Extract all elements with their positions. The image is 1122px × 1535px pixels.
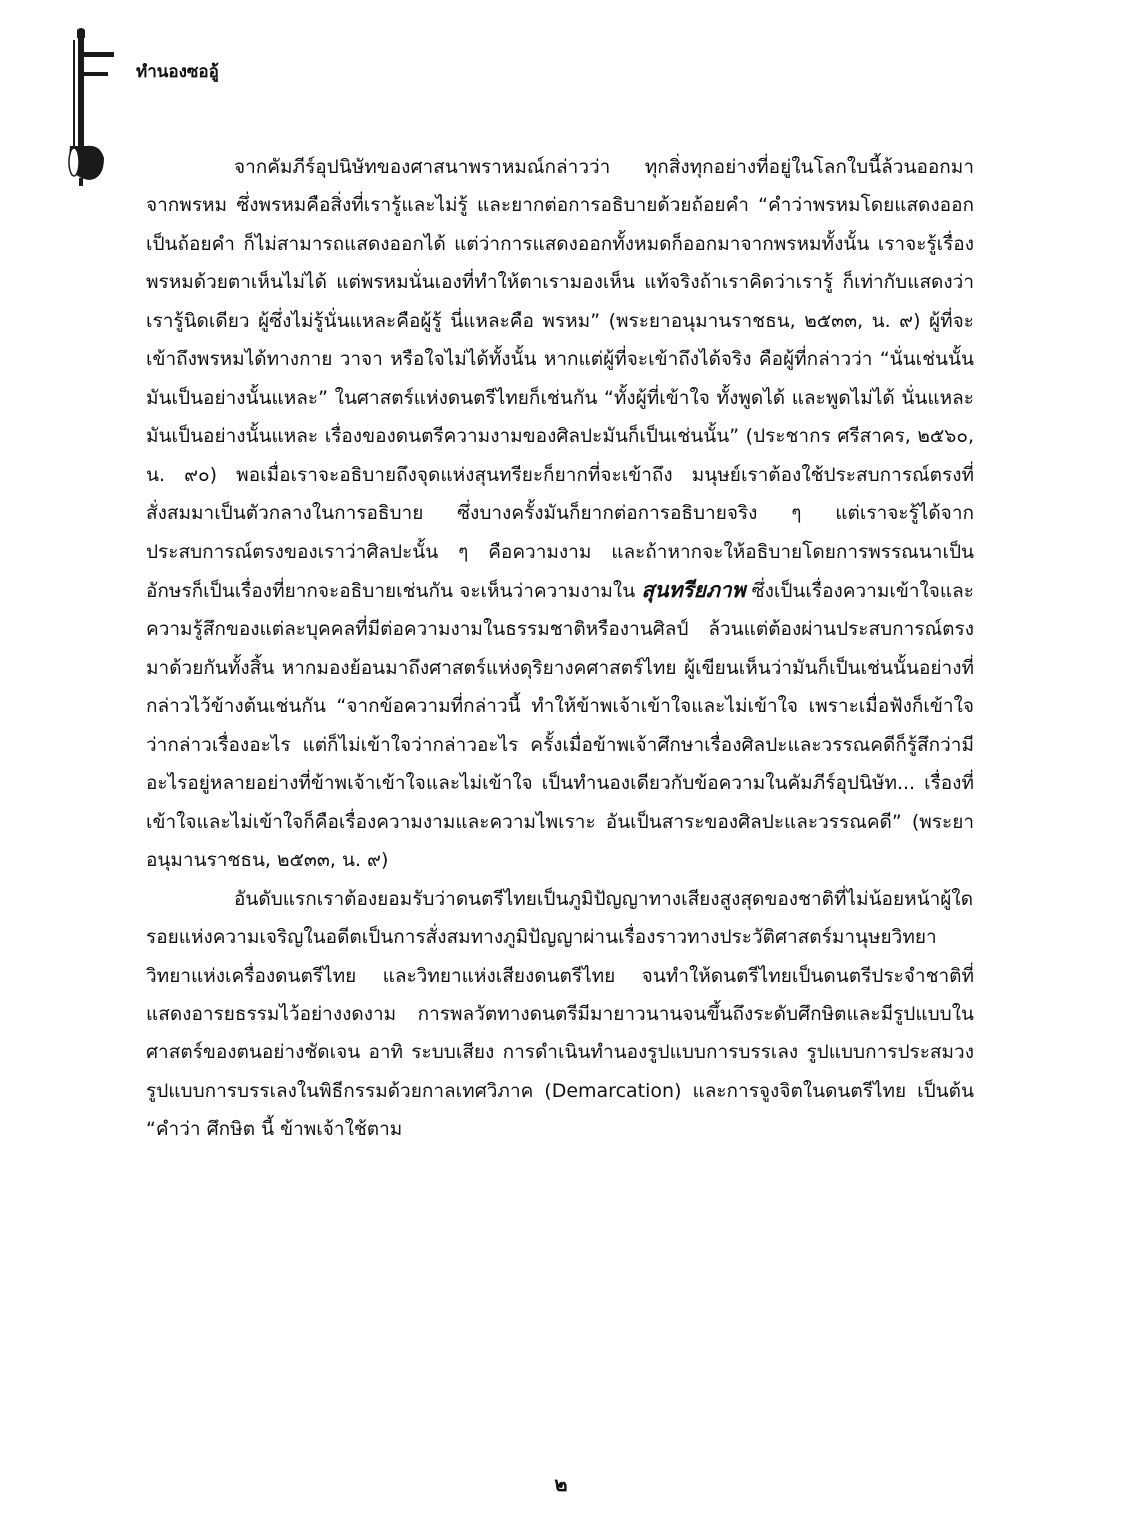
paragraph [146, 148, 974, 880]
saw-u-fiddle-icon [60, 28, 120, 188]
paragraph-text: ซึ่งเป็นเรื่องความเข้าใจและความรู้สึกของแต่ละบุคคลที่มีต่อความงามในธรรมชาติหรืองานศิลป์ ล้วนแต่ต้องผ่านประสบการณ์ตรงมาด้วยกันทั้งสิ้น หากมองย้อนมาถึงศาสตร์แห่งดุริยางคศาสตร์ไทย ผู้เขียนเห็นว่ามันก็เป็นเช่นนั้นอย่างที่กล่าวไว้ข้างต้นเช่นกัน “จากข้อความที่กล่าวนี้ ทำให้ข้าพเจ้าเข้าใจและไม่เข้าใจ เพราะเมื่อฟังก็เข้าใจว่ากล่าวเรื่องอะไร แต่ก็ไม่เข้าใจว่ากล่าวอะไร ครั้งเมื่อข้าพเจ้าศึกษาเรื่องศิลปะและวรรณคดีก็รู้สึกว่ามีอะไรอยู่หลายอย่างที่ข้าพเจ้าเข้าใจและไม่เข้าใจ เป็นทำนองเดียวกับข้อความในคัมภีร์อุปนิษัท... เรื่องที่เข้าใจและไม่เข้าใจก็คือเรื่องความงามและความไพเราะ อันเป็นสาระของศิลปะและวรรณคดี” (พระยาอนุมานราชธน, ๒๕๓๓, น. ๙) [146, 579, 975, 872]
emphasized-term: สุนทรียภาพ [641, 577, 746, 602]
paragraph-text: จากคัมภีร์อุปนิษัทของศาสนาพราหมณ์กล่าวว่า ทุกสิ่งทุกอย่างที่อยู่ในโลกใบนี้ล้วนออกมาจากพรหม ซึ่งพรหมคือสิ่งที่เรารู้และไม่รู้ และยากต่อการอธิบายด้วยถ้อยคำ “คำว่าพรหมโดยแสดงออกเป็นถ้อยคำ ก็ไม่สามารถแสดงออกได้ แต่ว่าการแสดงออกทั้งหมดก็ออกมาจากพรหมทั้งนั้น เราจะรู้เรื่องพรหมด้วยตาเห็นไม่ได้ แต่พรหมนั่นเองที่ทำให้ตาเรามองเห็น แท้จริงถ้าเราคิดว่าเรารู้ ก็เท่ากับแสดงว่าเรารู้นิดเดียว ผู้ซึ่งไม่รู้นั่นแหละคือผู้รู้ นี่แหละคือ พรหม” (พระยาอนุมานราชธน, ๒๕๓๓, น. ๙) ผู้ที่จะเข้าถึงพรหมได้ทางกาย วาจา หรือใจไม่ได้ทั้งนั้น หากแต่ผู้ที่จะเข้าถึงได้จริง คือผู้ที่กล่าวว่า “นั่นเช่นนั้น มันเป็นอย่างนั้นแหละ” ในศาสตร์แห่งดนตรีไทยก็เช่นกัน “ทั้งผู้ที่เข้าใจ ทั้งพูดได้ และพูดไม่ได้ นั่นแหละ มันเป็นอย่างนั้นแหละ เรื่องของดนตรีความงามของศิลปะมันก็เป็นเช่นนั้น” (ประชากร ศรีสาคร, ๒๕๖๐, น. ๙๐) พอเมื่อเราจะอธิบายถึงจุดแห่งสุนทรียะก็ยากที่จะเข้าถึง มนุษย์เราต้องใช้ประสบการณ์ตรงที่สั่งสมมาเป็นตัวกลางในการอธิบาย ซึ่งบางครั้งมันก็ยากต่อการอธิบายจริง ๆ แต่เราจะรู้ได้จากประสบการณ์ตรงของเราว่าศิลปะนั้น ๆ คือความงาม และถ้าหากจะให้อธิบายโดยการพรรณนาเป็นอักษรก็เป็นเรื่องที่ยากจะอธิบายเช่นกัน จะเห็นว่าความงามใน [146, 156, 974, 602]
running-header: ทำนองซออู้ [136, 62, 219, 82]
paragraph: อันดับแรกเราต้องยอมรับว่าดนตรีไทยเป็นภูมิปัญญาทางเสียงสูงสุดของชาติที่ไม่น้อยหน้าผู้ใด รอยแห่งความเจริญในอดีตเป็นการสั่งสมทางภูมิปัญญาผ่านเรื่องราวทางประวัติศาสตร์มานุษยวิทยา วิทยาแห่งเครื่องดนตรีไทย และวิทยาแห่งเสียงดนตรีไทย จนทำให้ดนตรีไทยเป็นดนตรีประจำชาติที่แสดงอารยธรรมไว้อย่างงดงาม การพลวัตทางดนตรีมีมายาวนานจนขึ้นถึงระดับศึกษิตและมีรูปแบบในศาสตร์ของตนอย่างชัดเจน อาทิ ระบบเสียง การดำเนินทำนองรูปแบบการบรรเลง รูปแบบการประสมวง รูปแบบการบรรเลงในพิธีกรรมด้วยกาลเทศวิภาค (Demarcation) และการจูงจิตในดนตรีไทย เป็นต้น “คำว่า ศึกษิต นี้ ข้าพเจ้าใช้ตาม [146, 887, 974, 1141]
body-text [146, 148, 974, 1149]
page-number: ๒ [554, 1472, 568, 1496]
